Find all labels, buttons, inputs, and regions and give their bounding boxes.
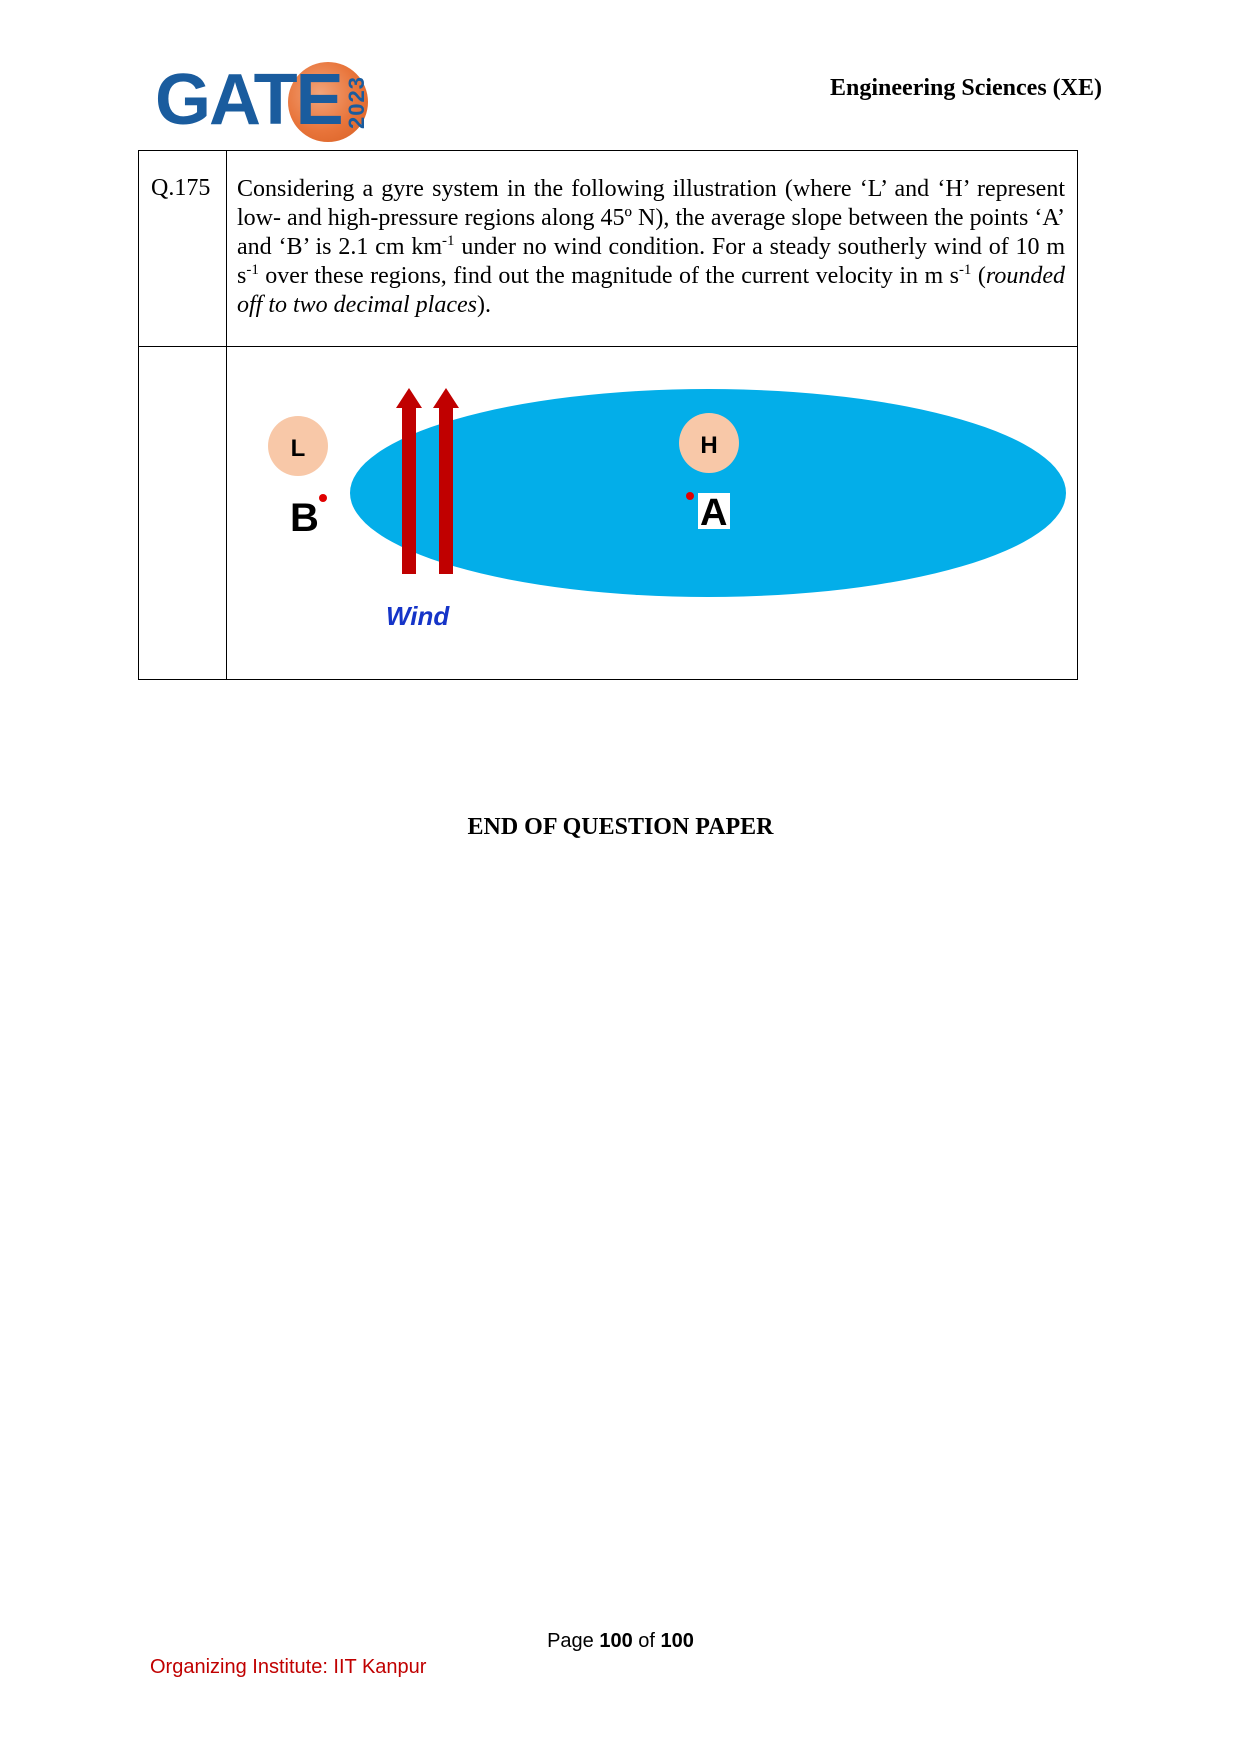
point-b-label: B [290,496,319,540]
low-pressure-label: L [290,435,306,462]
logo-year: 2023 [344,76,369,130]
page-number: Page 100 of 100 [547,1630,694,1652]
wind-label: Wind [386,601,450,631]
paper-title: Engineering Sciences (XE) [830,75,1102,101]
point-a-label: A [700,492,728,534]
point-b-marker [319,494,327,502]
question-number-blank [139,347,227,680]
question-text: Considering a gyre system in the following illustration (where ‘L’ and ‘H’ represent low- and high-pressure regions along 45º N), the average slope between the points ‘A’ and ‘B’ is 2.1 cm $km^{-1}$ under no wind condition. For a steady southerly wind of 10 m $s^{-1}$ over these regions, find out the magnitude of the current velocity in m $s^{-1}$ (rounded off to two decimal places). [227,151,1078,347]
question-table [138,150,1078,680]
question-number: Q.175 [139,151,227,347]
point-a-marker [686,492,694,500]
gyre-figure-cell [227,347,1078,680]
gyre-figure [228,348,1078,673]
organizing-institute: Organizing Institute: IIT Kanpur [150,1656,427,1678]
gate-logo [155,60,370,144]
end-of-paper: END OF QUESTION PAPER [467,814,774,840]
high-pressure-label: H [700,432,718,459]
logo-text: GATE [155,60,342,140]
